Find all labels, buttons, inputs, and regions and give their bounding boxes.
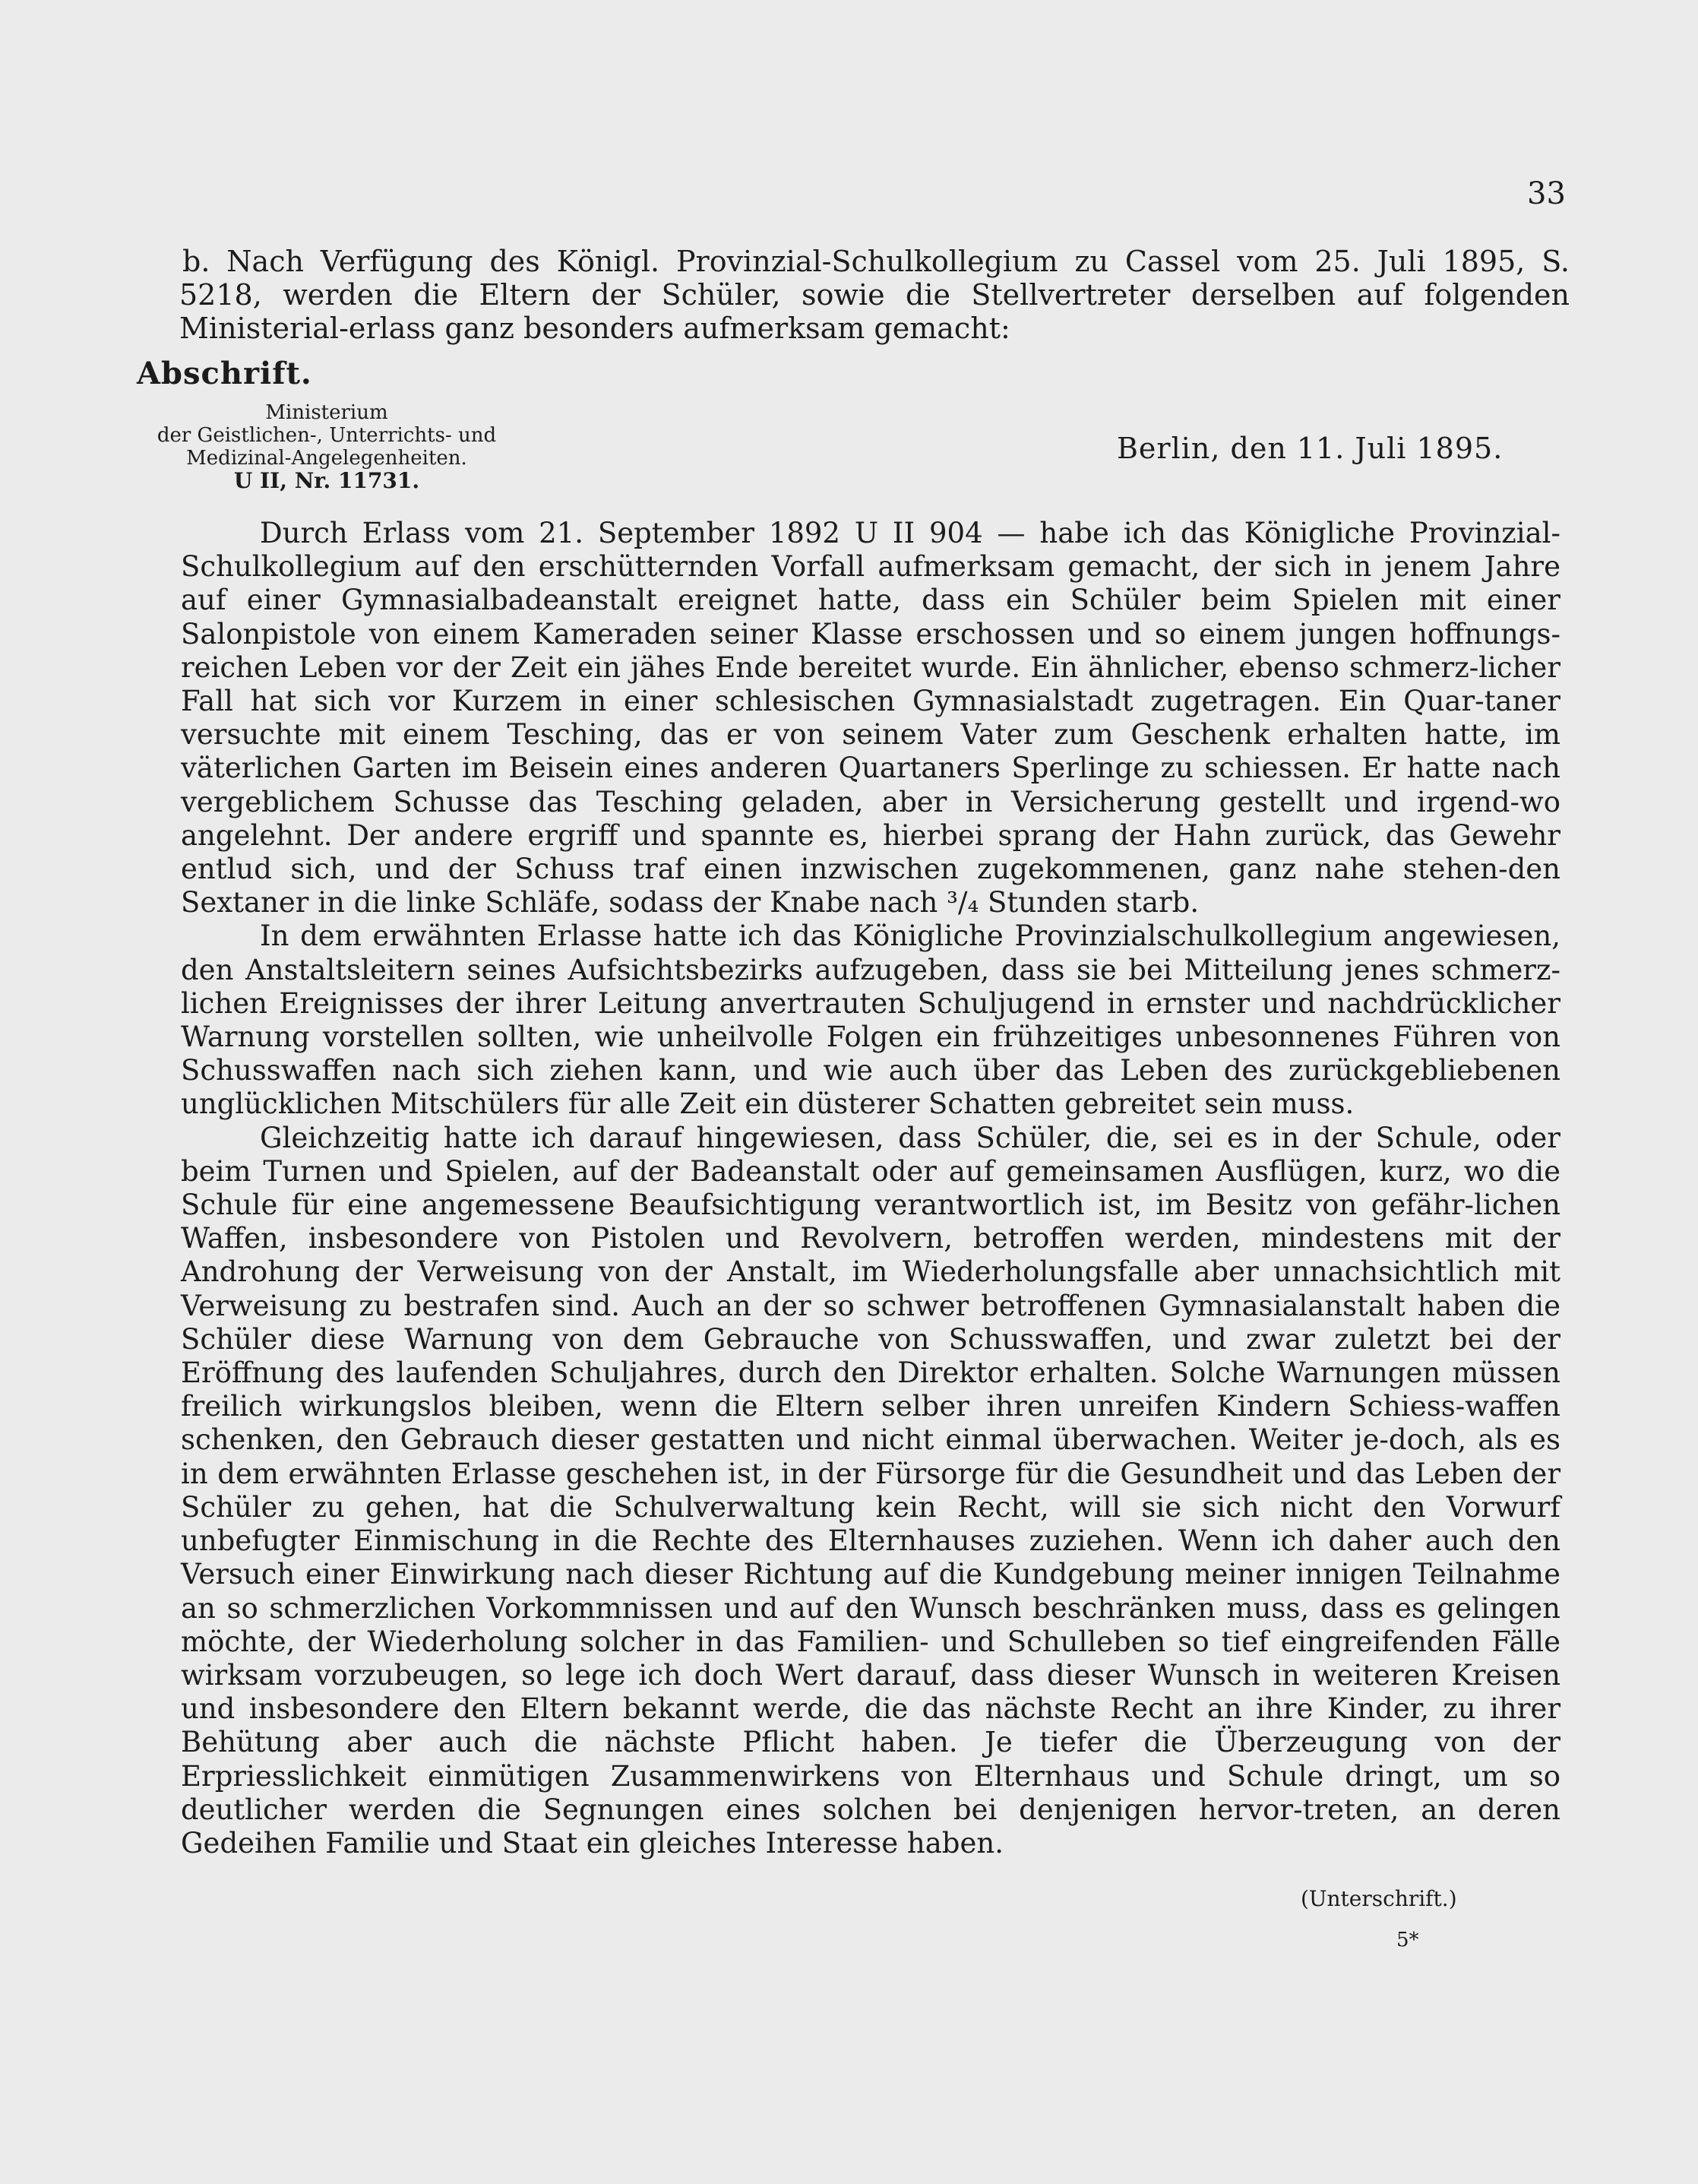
heading-abschrift: Abschrift. bbox=[137, 356, 312, 391]
intro-paragraph: b. Nach Verfügung des Königl. Provinzial-Schulkollegium zu Cassel vom 25. Juli 1895, S. 5218, werden die Eltern der Schüler, sowie die Stellvertreter derselben auf folgenden Ministerial-erlass ganz besonders aufmerksam gemacht: bbox=[179, 245, 1570, 345]
letter-body bbox=[181, 517, 1560, 1860]
ministry-line-2: der Geistlichen-, Unterrichts- und bbox=[157, 424, 497, 447]
paragraph-3: Gleichzeitig hatte ich darauf hingewiesen, dass Schüler, die, sei es in der Schule, oder beim Turnen und Spielen, auf der Badeanstalt oder auf gemeinsamen Ausflügen, kurz, wo die Schule für eine angemessene Beaufsichtigung verantwortlich ist, im Besitz von gefähr-lichen Waffen, insbesondere von Pistolen und Revolvern, betroffen werden, mindestens mit der Androhung der Verweisung von der Anstalt, im Wiederholungsfalle aber unnachsichtlich mit Verweisung zu bestrafen sind. Auch an der so schwer betroffenen Gymnasialanstalt haben die Schüler diese Warnung von dem Gebrauche von Schusswaffen, und zwar zuletzt bei der Eröffnung des laufenden Schuljahres, durch den Direktor erhalten. Solche Warnungen müssen freilich wirkungslos bleiben, wenn die Eltern selber ihren unreifen Kindern Schiess-waffen schenken, den Gebrauch dieser gestatten und nicht einmal überwachen. Weiter je-doch, als es in dem erwähnten Erlasse geschehen ist, in der Fürsorge für die Gesundheit und das Leben der Schüler zu gehen, hat die Schulverwaltung kein Recht, will sie sich nicht den Vorwurf unbefugter Einmischung in die Rechte des Elternhauses zuziehen. Wenn ich daher auch den Versuch einer Einwirkung nach dieser Richtung auf die Kundgebung meiner innigen Teilnahme an so schmerzlichen Vorkommnissen und auf den Wunsch beschränken muss, dass es gelingen möchte, der Wiederholung solcher in das Familien- und Schulleben so tief eingreifenden Fälle wirksam vorzubeugen, so lege ich doch Wert darauf, dass dieser Wunsch in weiteren Kreisen und insbesondere den Eltern bekannt werde, die das nächste Recht an ihre Kinder, zu ihrer Behütung aber auch die nächste Pflicht haben. Je tiefer die Überzeugung von der Erpriesslichkeit einmütigen Zusammenwirkens von Elternhaus und Schule dringt, um so deutlicher werden die Segnungen eines solchen bei denjenigen hervor-treten, an deren Gedeihen Familie und Staat ein gleiches Interesse haben. bbox=[181, 1121, 1560, 1860]
dateline: Berlin, den 11. Juli 1895. bbox=[1117, 432, 1504, 465]
ministry-line-1: Ministerium bbox=[265, 401, 388, 424]
paragraph-2: In dem erwähnten Erlasse hatte ich das Königliche Provinzialschulkollegium angewiesen, den Anstaltsleitern seines Aufsichtsbezirks aufzugeben, dass sie bei Mitteilung jenes schmerz-lichen Ereignisses der ihrer Leitung anvertrauten Schuljugend in ernster und nachdrücklicher Warnung vorstellen sollten, wie unheilvolle Folgen ein frühzeitiges unbesonnenes Führen von Schusswaffen nach sich ziehen kann, und wie auch über das Leben des zurückgebliebenen unglücklichen Mitschülers für alle Zeit ein düsterer Schatten gebreitet sein muss. bbox=[181, 919, 1560, 1121]
ministry-reference: U II, Nr. 11731. bbox=[233, 468, 420, 493]
sheet-mark: 5* bbox=[1396, 1929, 1419, 1951]
ministry-line-3: Medizinal-Angelegenheiten. bbox=[186, 447, 467, 470]
ministry-block bbox=[114, 401, 539, 492]
signature: (Unterschrift.) bbox=[1301, 1886, 1457, 1911]
page-number: 33 bbox=[1527, 176, 1566, 211]
paragraph-1: Durch Erlass vom 21. September 1892 U II 904 — habe ich das Königliche Provinzial-Schulkollegium auf den erschütternden Vorfall aufmerksam gemacht, der sich in jenem Jahre auf einer Gymnasialbadeanstalt ereignet hatte, dass ein Schüler beim Spielen mit einer Salonpistole von einem Kameraden seiner Klasse erschossen und so einem jungen hoffnungs-reichen Leben vor der Zeit ein jähes Ende bereitet wurde. Ein ähnlicher, ebenso schmerz-licher Fall hat sich vor Kurzem in einer schlesischen Gymnasialstadt zugetragen. Ein Quar-taner versuchte mit einem Tesching, das er von seinem Vater zum Geschenk erhalten hatte, im väterlichen Garten im Beisein eines anderen Quartaners Sperlinge zu schiessen. Er hatte nach vergeblichem Schusse das Tesching geladen, aber in Versicherung gestellt und irgend-wo angelehnt. Der andere ergriff und spannte es, hierbei sprang der Hahn zurück, das Gewehr entlud sich, und der Schuss traf einen inzwischen zugekommenen, ganz nahe stehen-den Sextaner in die linke Schläfe, sodass der Knabe nach ³/₄ Stunden starb. bbox=[181, 517, 1560, 919]
